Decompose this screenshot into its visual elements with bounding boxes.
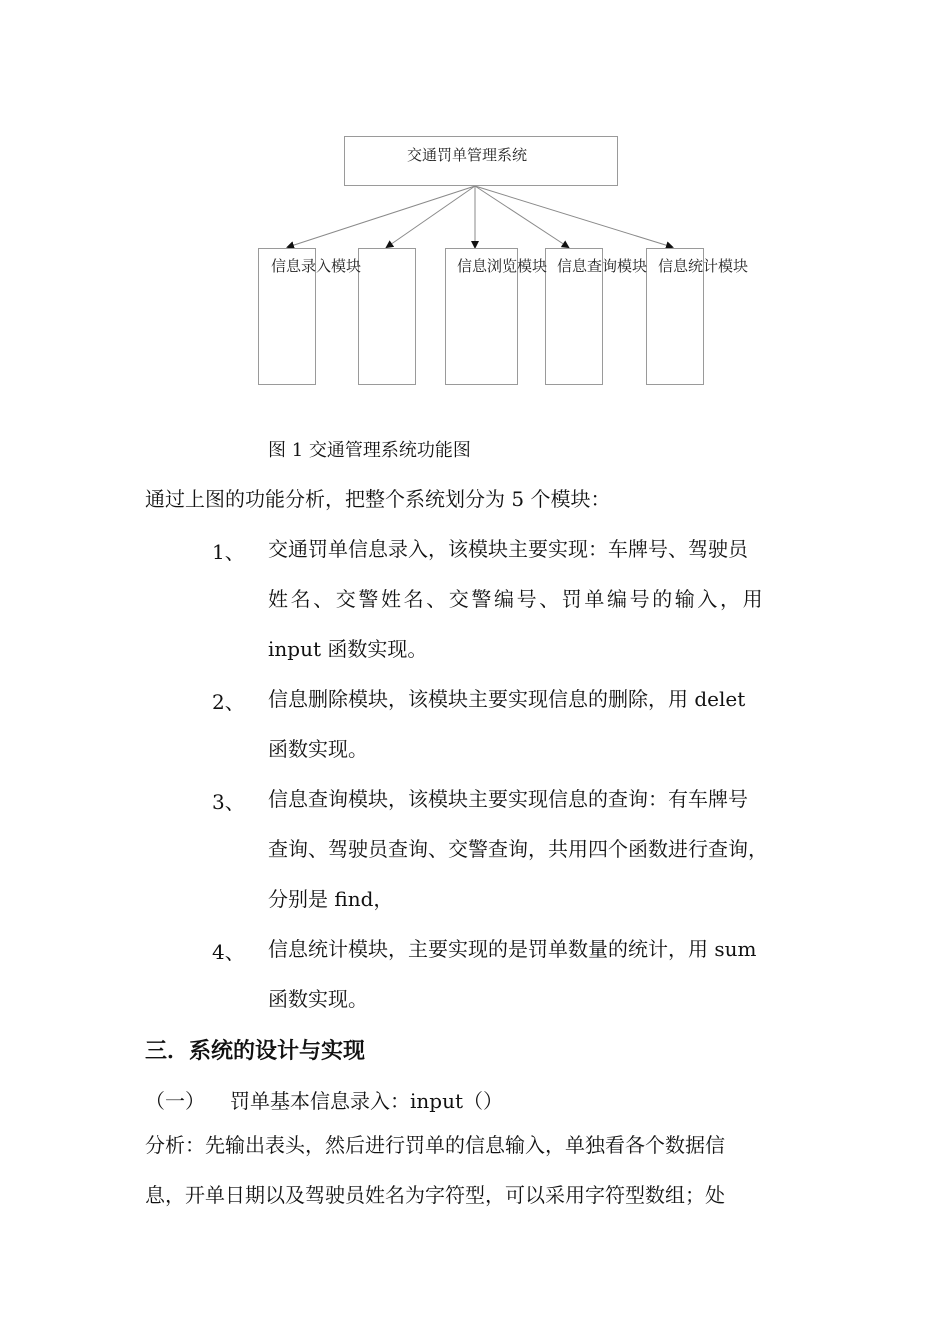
list-item-line: 信息统计模块，主要实现的是罚单数量的统计，用 sum [268, 937, 757, 961]
module-box-2 [358, 248, 416, 385]
list-item-number: 4、 [212, 940, 245, 964]
module-label-query: 信息查询模块 [557, 257, 648, 275]
root-label: 交通罚单管理系统 [407, 146, 528, 164]
root-box [344, 136, 618, 186]
list-item-line: 查询、驾驶员查询、交警查询，共用四个函数进行查询， [268, 837, 768, 861]
list-item-line: 交通罚单信息录入，该模块主要实现：车牌号、驾驶员 [268, 537, 748, 561]
list-item-line: 姓名、交警姓名、交警编号、罚单编号的输入，用 [268, 587, 766, 611]
subsection-number: （一） [145, 1089, 205, 1113]
list-item-line: 信息删除模块，该模块主要实现信息的删除，用 delet [268, 687, 746, 711]
list-item-line: 信息查询模块，该模块主要实现信息的查询：有车牌号 [268, 787, 748, 811]
list-item-line: input 函数实现。 [268, 637, 428, 661]
section-heading: 三．系统的设计与实现 [145, 1038, 366, 1064]
list-item-line: 函数实现。 [268, 737, 368, 761]
module-label-input: 信息录入模块 [271, 257, 362, 275]
intro-paragraph: 通过上图的功能分析，把整个系统划分为 5 个模块： [145, 487, 611, 511]
module-label-browse: 信息浏览模块 [457, 257, 548, 275]
figure-caption: 图 1 交通管理系统功能图 [268, 440, 471, 461]
list-item-number: 2、 [212, 690, 245, 714]
analysis-line: 分析：先输出表头，然后进行罚单的信息输入，单独看各个数据信 [145, 1133, 725, 1157]
list-item-number: 3、 [212, 790, 245, 814]
list-item-line: 分别是 find， [268, 887, 394, 911]
list-item-number: 1、 [212, 540, 245, 564]
module-label-stats: 信息统计模块 [658, 257, 749, 275]
analysis-line: 息，开单日期以及驾驶员姓名为字符型，可以采用字符型数组；处 [145, 1183, 725, 1207]
subsection-title: 罚单基本信息录入：input（） [230, 1089, 503, 1113]
function-diagram [250, 130, 749, 395]
list-item-line: 函数实现。 [268, 987, 368, 1011]
